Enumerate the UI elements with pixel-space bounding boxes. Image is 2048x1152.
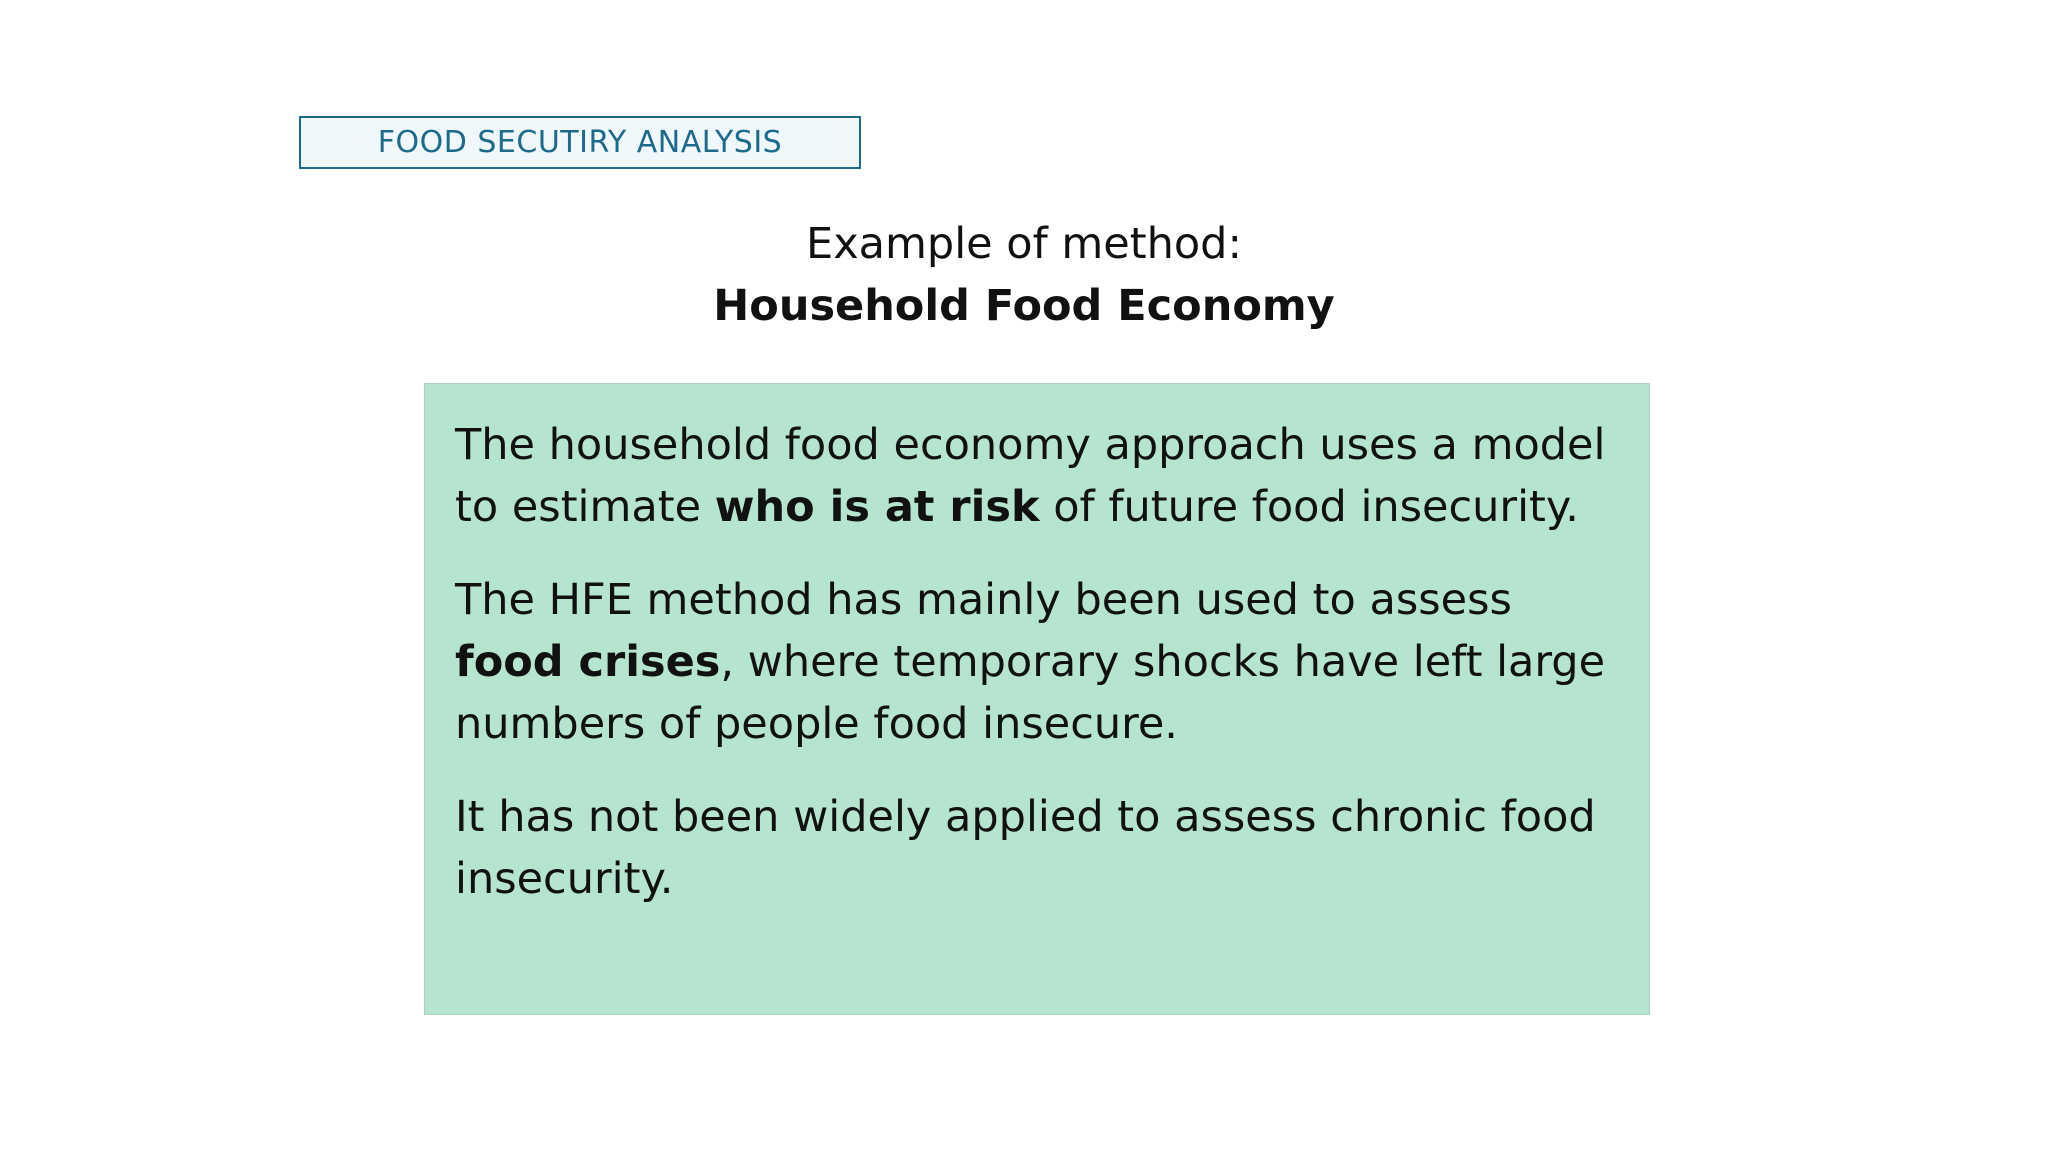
content-box: [424, 383, 1650, 1015]
paragraph-1-bold: who is at risk: [714, 482, 1040, 532]
paragraph-1-text-a: The household food economy approach uses a model to estimate: [455, 420, 1606, 532]
paragraph-3: [455, 786, 1629, 910]
slide-heading: [0, 213, 2048, 337]
section-tag-label: FOOD SECUTIRY ANALYSIS: [377, 125, 783, 160]
paragraph-1: [455, 414, 1629, 538]
heading-line-1: Example of method:: [806, 219, 1242, 269]
paragraph-1-text-b: of future food insecurity.: [1039, 482, 1579, 532]
heading-line-2: Household Food Economy: [713, 281, 1335, 331]
paragraph-2-bold: food crises: [455, 637, 721, 687]
section-tag: [299, 116, 861, 169]
paragraph-3-text: It has not been widely applied to assess chronic food insecurity.: [455, 792, 1596, 904]
paragraph-2-text-a: The HFE method has mainly been used to assess: [455, 575, 1512, 625]
paragraph-2: [455, 569, 1629, 755]
paragraph-2-text-b: , where temporary shocks have left large numbers of people food insecure.: [455, 637, 1606, 749]
